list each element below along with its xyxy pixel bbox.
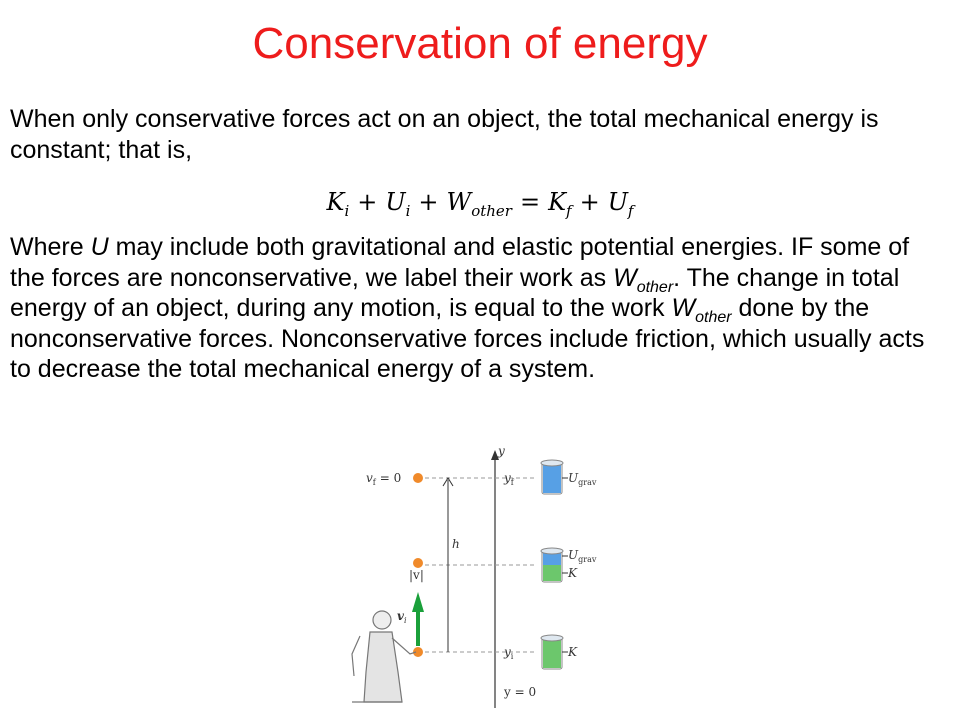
velocity-arrow-icon	[412, 592, 424, 612]
ball-mid	[413, 558, 423, 568]
beaker-mid	[541, 548, 563, 582]
velocity-mid-label: |v|	[409, 568, 424, 582]
yf-label: $y_f$	[504, 471, 514, 487]
body-paragraph: Where U may include both gravitational and elastic potential energies. IF some of the forces are nonconservative, we label their work as $W_{other}$. The change in total energy of an object, during any motion, is equal to the work $W_{other}$ done by the nonconservative forces. Nonconservative forces include friction, which usually acts to decrease the total mechanical energy of a system.	[10, 233, 925, 383]
ugrav-top-label: $U_{grav}$	[568, 471, 597, 487]
ugrav-mid-label: $U_{grav}$	[568, 548, 597, 564]
yi-label: $y_i$	[504, 645, 514, 661]
ball-toss-energy-figure	[330, 440, 640, 720]
height-label: h	[452, 537, 460, 551]
vi-label: $v_i$	[397, 609, 407, 625]
intro-paragraph: When only conservative forces act on an object, the total mechanical energy is constant; that is,	[10, 105, 879, 164]
k-bottom-label: K	[568, 645, 577, 659]
y0-label: y = 0	[504, 685, 537, 699]
y-axis-label: y	[498, 444, 505, 458]
slide-title: Conservation of energy	[252, 19, 708, 68]
k-mid-label: K	[568, 566, 577, 580]
beaker-bottom	[541, 635, 563, 669]
ball-top	[413, 473, 423, 483]
velocity-arrow-shaft	[416, 610, 420, 646]
energy-equation: $K_i + U_i + W_{other} = K_f + U_f$	[326, 188, 634, 220]
beaker-top	[541, 460, 563, 494]
vf-label: $v_f = 0$	[366, 471, 402, 487]
